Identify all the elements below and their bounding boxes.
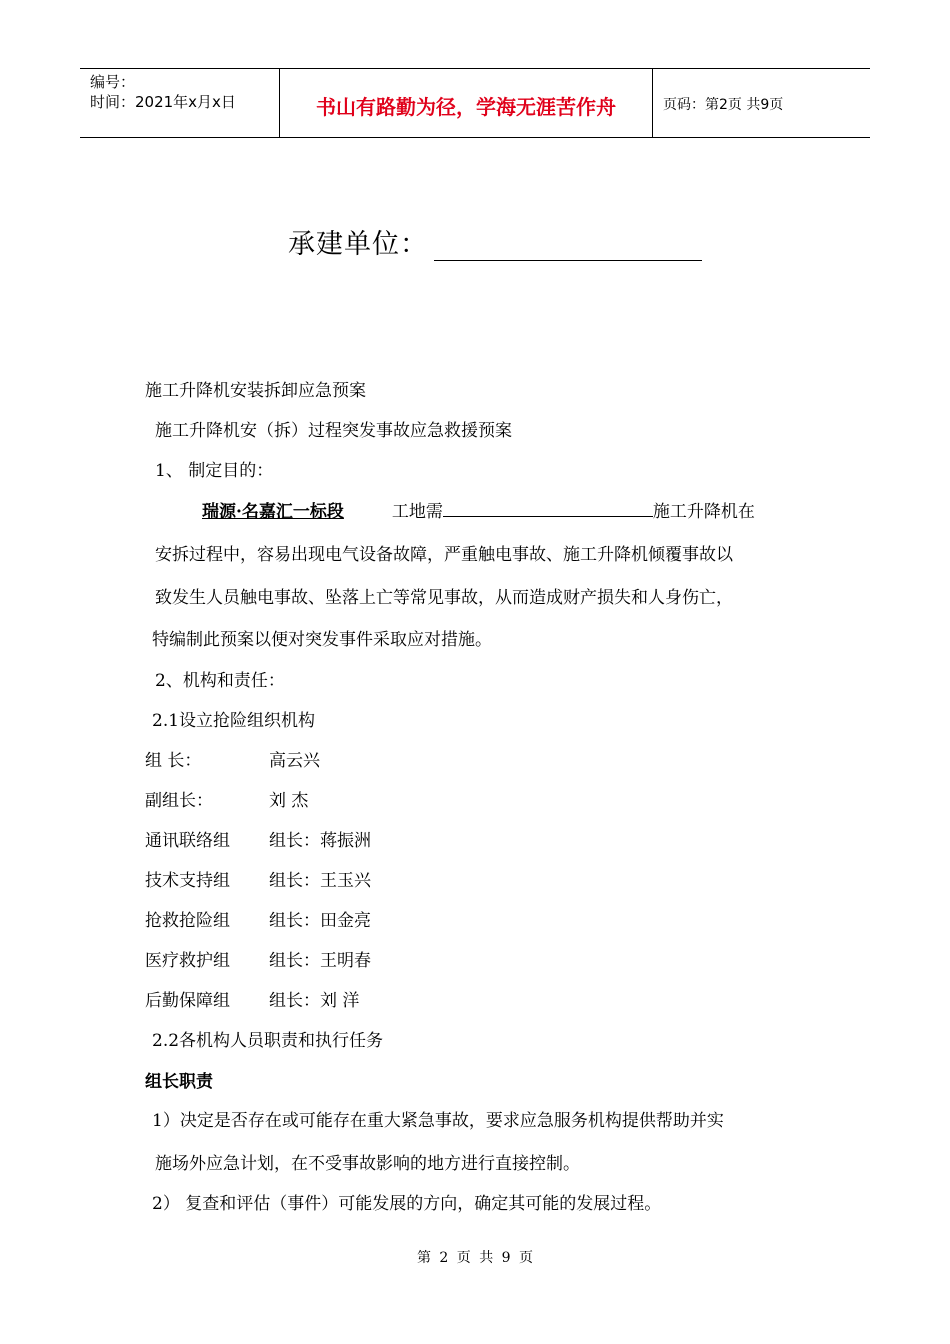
contractor-blank — [434, 232, 702, 261]
org-role: 医疗救护组 — [145, 951, 230, 971]
org-person: 组长：刘 洋 — [269, 991, 360, 1011]
org-person: 组长：田金亮 — [269, 911, 371, 931]
duty-1-line-1: 1）决定是否存在或可能存在重大紧急事故，要求应急服务机构提供帮助并实 — [152, 1111, 724, 1131]
header-motto: 书山有路勤为径，学海无涯苦作舟 — [280, 69, 653, 137]
section-2-2-heading: 2.2各机构人员职责和执行任务 — [152, 1031, 384, 1051]
org-person: 组长：蒋振洲 — [269, 831, 371, 851]
leader-duty-heading: 组长职责 — [145, 1072, 213, 1092]
doc-title: 施工升降机安装拆卸应急预案 — [145, 381, 366, 401]
purpose-mid: 工地需 — [391, 502, 443, 522]
purpose-blank — [443, 498, 653, 517]
section-2-heading: 2、机构和责任： — [155, 671, 285, 691]
org-row — [145, 946, 371, 971]
header-page-info: 页码：第2页 共9页 — [663, 97, 784, 113]
org-role: 通讯联络组 — [145, 831, 230, 851]
org-row — [145, 986, 359, 1011]
org-row — [145, 826, 371, 851]
section-1-heading: 1、 制定目的： — [155, 461, 274, 481]
header-meta — [80, 69, 280, 137]
org-person: 高云兴 — [269, 751, 320, 771]
org-row — [145, 786, 308, 811]
contractor-label: 承建单位： — [288, 229, 428, 260]
org-role: 技术支持组 — [145, 871, 230, 891]
purpose-line-2: 安拆过程中，容易出现电气设备故障，严重触电事故、施工升降机倾覆事故以 — [155, 545, 733, 565]
org-role: 组 长： — [145, 751, 202, 771]
page-header — [80, 68, 870, 138]
purpose-line-3: 致发生人员触电事故、坠落上亡等常见事故，从而造成财产损失和人身伤亡， — [155, 588, 733, 608]
org-row — [145, 866, 371, 891]
purpose-line-1 — [182, 497, 755, 522]
project-name: 瑞源·名嘉汇一标段 — [202, 502, 344, 522]
org-role: 副组长： — [145, 791, 213, 811]
time-label: 时间：2021年x月x日 — [90, 93, 236, 111]
org-role: 后勤保障组 — [145, 991, 230, 1011]
duty-2: 2） 复查和评估（事件）可能发展的方向，确定其可能的发展过程。 — [152, 1194, 662, 1214]
org-person: 组长：王玉兴 — [269, 871, 371, 891]
contractor-line — [288, 222, 702, 261]
org-person: 组长：王明春 — [269, 951, 371, 971]
org-row — [145, 906, 371, 931]
purpose-line-4: 特编制此预案以便对突发事件采取应对措施。 — [152, 630, 492, 650]
org-person: 刘 杰 — [269, 791, 309, 811]
page-footer: 第 2 页 共 9 页 — [416, 1250, 534, 1266]
number-label: 编号： — [90, 73, 136, 91]
purpose-end: 施工升降机在 — [652, 502, 755, 522]
org-row — [145, 746, 320, 771]
doc-subtitle: 施工升降机安（拆）过程突发事故应急救援预案 — [155, 421, 512, 441]
duty-1-line-2: 施场外应急计划，在不受事故影响的地方进行直接控制。 — [155, 1154, 580, 1174]
section-2-1-heading: 2.1设立抢险组织机构 — [152, 711, 316, 731]
org-role: 抢救抢险组 — [145, 911, 230, 931]
